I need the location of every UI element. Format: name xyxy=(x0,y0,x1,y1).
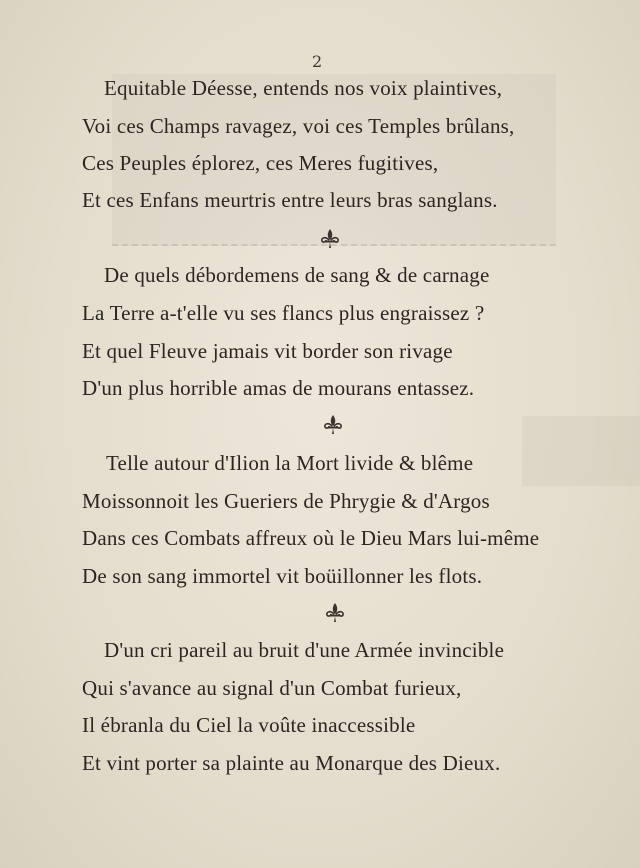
verse-line: Moissonnoit les Gueriers de Phrygie & d'Argos xyxy=(82,489,490,513)
verse-line: De son sang immortel vit boüillonner les flots. xyxy=(82,564,483,588)
verse-line: La Terre a-t'elle vu ses flancs plus engraissez ? xyxy=(82,301,485,325)
verse-line: De quels débordemens de sang & de carnage xyxy=(104,263,490,287)
verse-line: D'un plus horrible amas de mourans entassez. xyxy=(82,376,475,400)
verse-line: Telle autour d'Ilion la Mort livide & blême xyxy=(106,451,474,475)
verse-line: Et vint porter sa plainte au Monarque des Dieux. xyxy=(82,751,501,775)
bleed-through-shadow-right xyxy=(522,416,640,486)
verse-line: Dans ces Combats affreux où le Dieu Mars lui-même xyxy=(82,526,540,550)
verse-line: Ces Peuples éplorez, ces Meres fugitives, xyxy=(82,151,439,175)
fleur-de-lis-icon xyxy=(323,414,343,436)
verse-line: Et quel Fleuve jamais vit border son rivage xyxy=(82,339,453,363)
verse-line: D'un cri pareil au bruit d'une Armée invincible xyxy=(104,638,505,662)
verse-line: Voi ces Champs ravagez, voi ces Temples brûlans, xyxy=(82,114,515,138)
fleur-de-lis-icon xyxy=(325,602,345,624)
fleur-de-lis-icon xyxy=(320,228,340,250)
verse-line: Qui s'avance au signal d'un Combat furieux, xyxy=(82,676,462,700)
verse-line: Il ébranla du Ciel la voûte inaccessible xyxy=(82,713,416,737)
verse-line: Et ces Enfans meurtris entre leurs bras sanglans. xyxy=(82,188,498,212)
verse-line: Equitable Déesse, entends nos voix plaintives, xyxy=(104,76,503,100)
page-number: 2 xyxy=(312,52,325,71)
